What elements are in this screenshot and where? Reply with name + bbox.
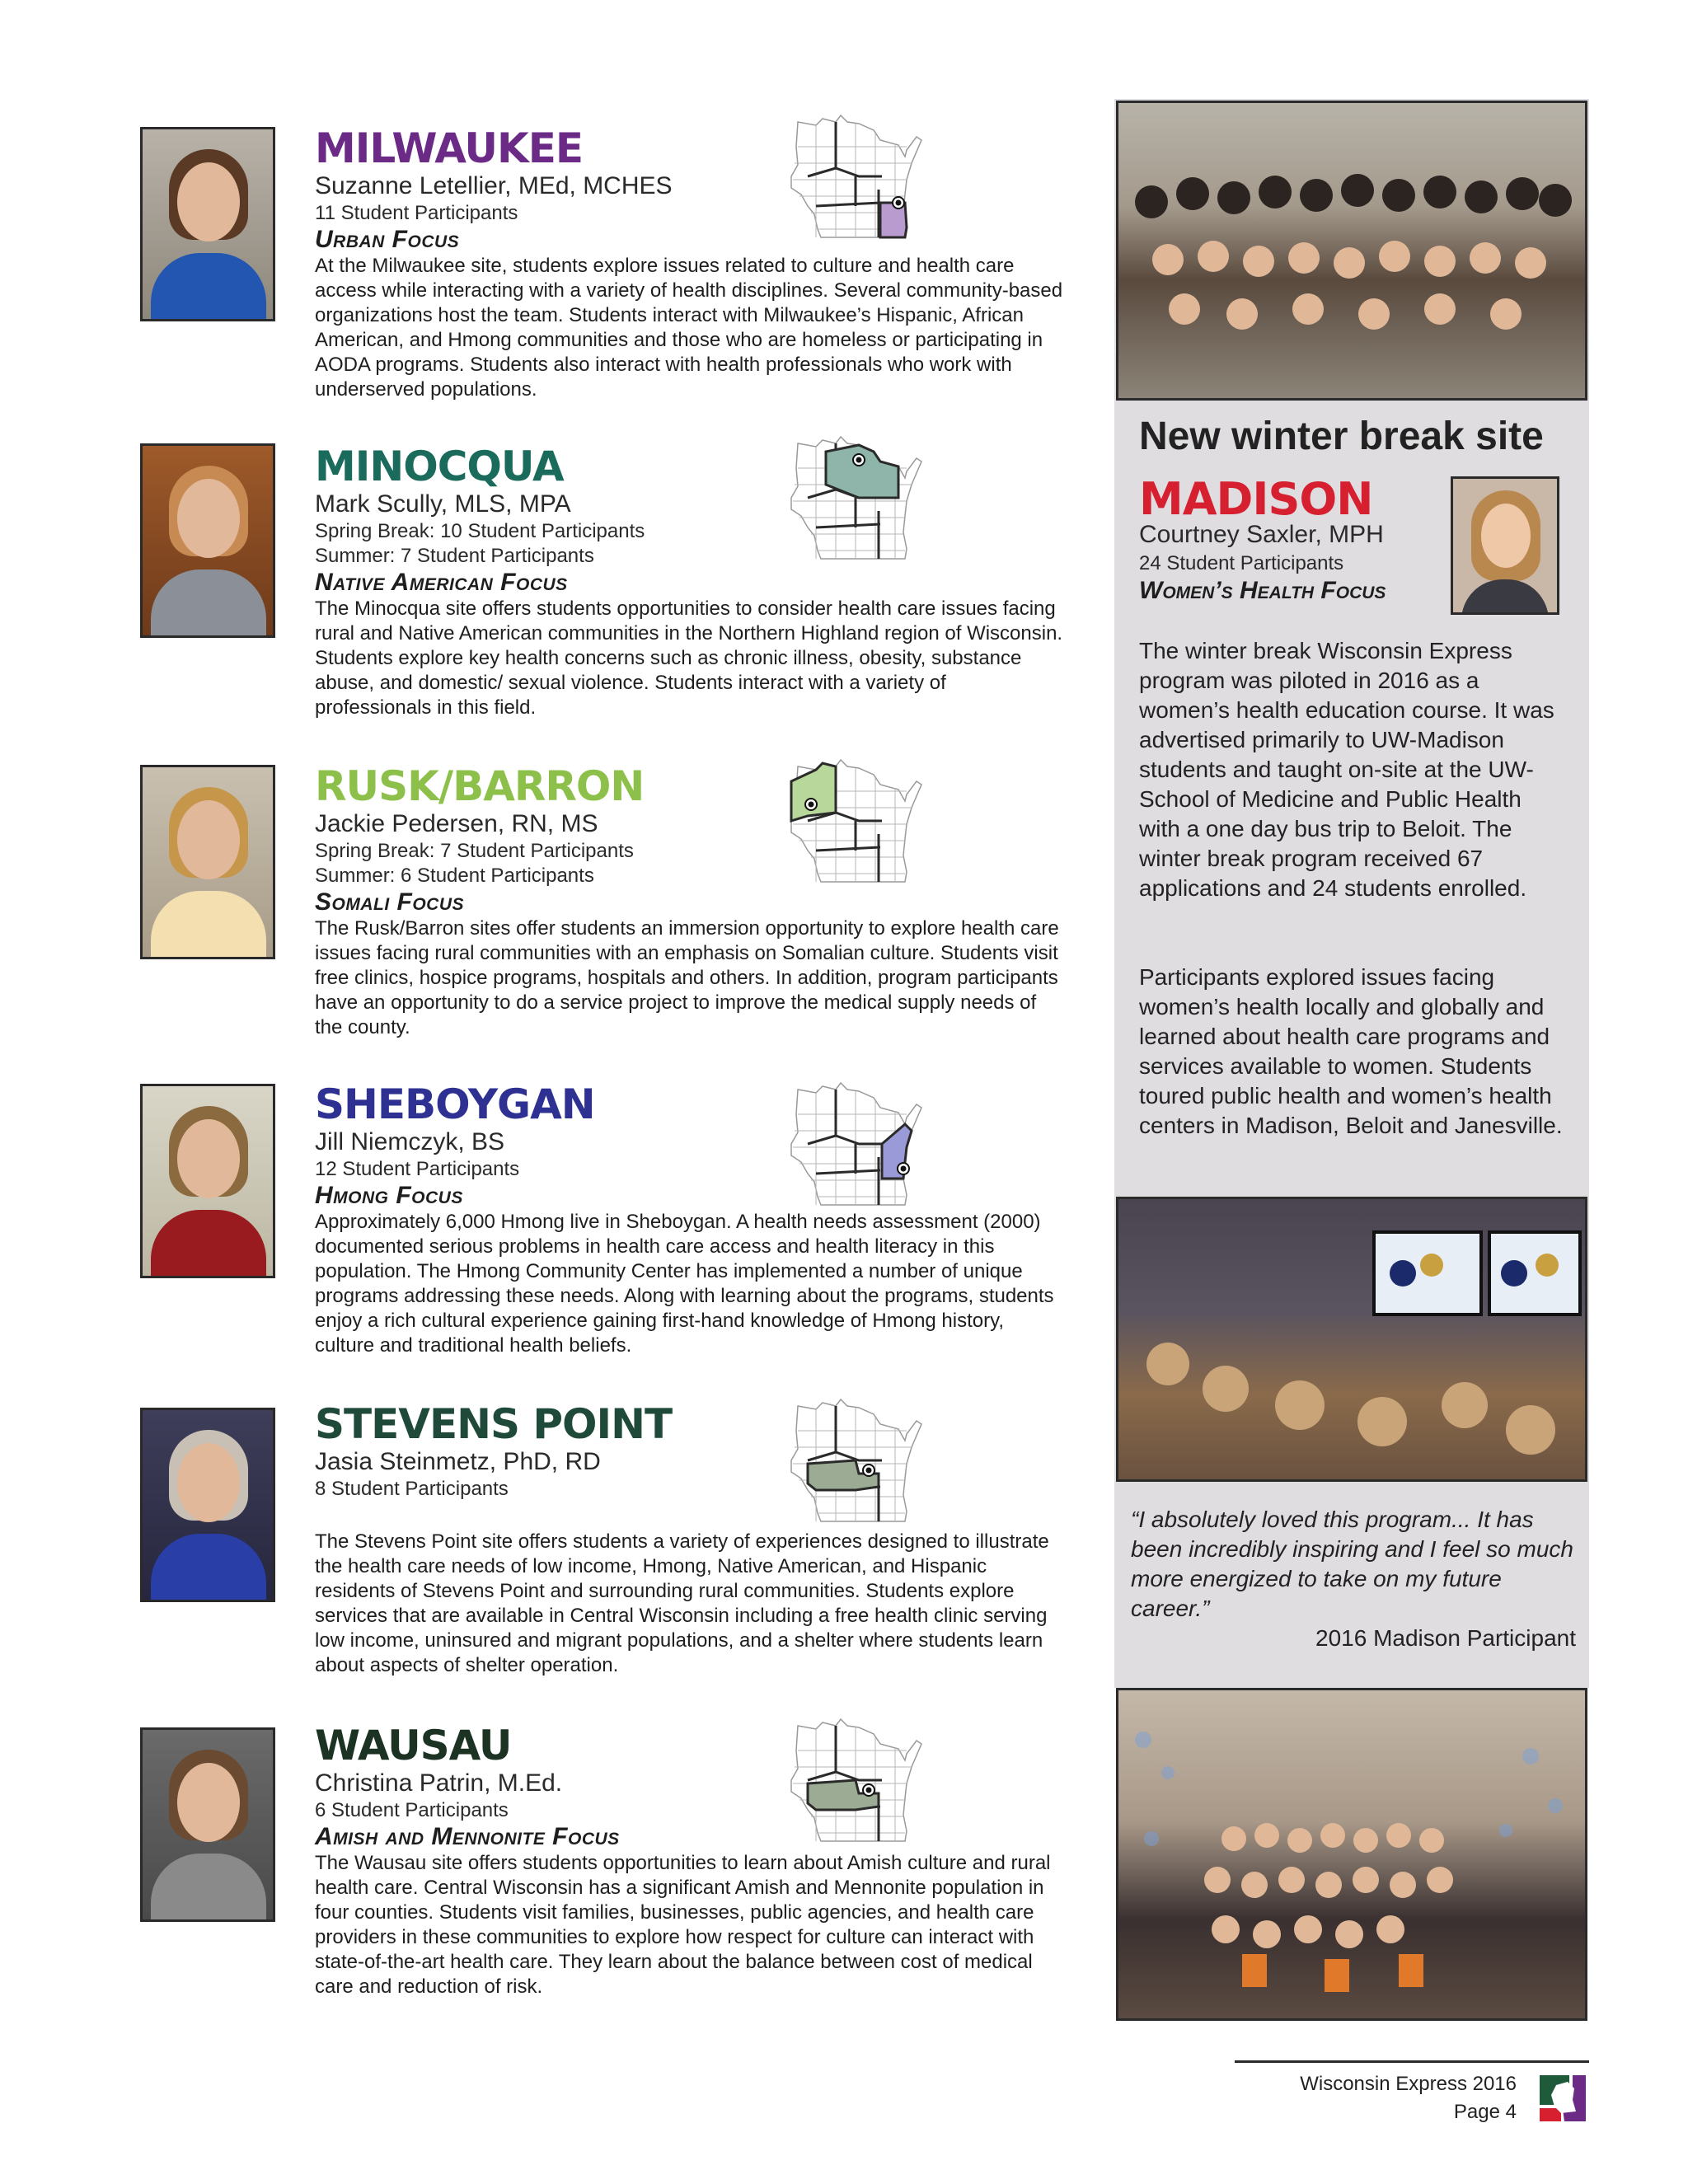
footer-publication: Wisconsin Express 2016 — [1300, 2073, 1517, 2095]
site-leader: Mark Scully, MLS, MPA — [315, 490, 571, 518]
site-description: The Minocqua site offers students opportunities to consider health care issues facing rural and Native American communities in the Northern Highland region of Wisconsin. Students explore key health concerns such as chronic illness, obesity, substance abuse, and domestic/ sexual violence. Students interact with a variety of professionals in this field. — [315, 598, 1063, 719]
site-focus: Hmong Focus — [315, 1182, 463, 1209]
site-participants-summer: Summer: 7 Student Participants — [315, 545, 594, 567]
wisconsin-outline — [783, 1381, 931, 1530]
footer-rule — [1235, 2060, 1589, 2063]
sidebar-focus: Women’s Health Focus — [1139, 577, 1386, 604]
wisconsin-map-icon — [783, 742, 931, 890]
region-highlight — [826, 445, 898, 498]
classroom-photo — [1116, 1197, 1587, 1482]
group-photo-top — [1116, 101, 1587, 401]
wisconsin-outline — [783, 97, 931, 246]
site-participants: Spring Break: 7 Student Participants — [315, 840, 634, 862]
wisconsin-outline — [783, 419, 931, 567]
site-participants: 12 Student Participants — [315, 1158, 520, 1180]
leader-photo — [140, 443, 275, 638]
wisconsin-outline — [783, 742, 931, 890]
site-participants-summer: Summer: 6 Student Participants — [315, 865, 594, 887]
site-focus: Somali Focus — [315, 888, 464, 916]
site-leader: Suzanne Letellier, MEd, MCHES — [315, 172, 673, 199]
sidebar-leader: Courtney Saxler, MPH — [1139, 521, 1384, 548]
site-description: Approximately 6,000 Hmong live in Sheboygan. A health needs assessment (2000) documented serious problems in health care access and health literacy in this population. The Hmong Community Center has implemented a number of unique programs addressing these needs. Along with learning about the programs, students enjoy a rich cultural experience gaining first-hand knowledge of Hmong history, culture and traditional health beliefs. — [315, 1211, 1054, 1357]
region-highlight — [880, 203, 907, 237]
wisconsin-express-logo-icon — [1536, 2072, 1589, 2125]
wisconsin-outline — [783, 1701, 931, 1849]
leader-photo — [140, 1727, 275, 1922]
site-participants: 6 Student Participants — [315, 1799, 509, 1821]
site-description: The Stevens Point site offers students a variety of experiences designed to illustrate the health care needs of low income, Hmong, Native American, and Hispanic residents of Stevens Point and surrounding rural communities. Students explore services that are available in Central Wisconsin including a free health clinic serving low income, uninsured and migrant populations, and a shelter where students learn about aspects of shelter operation. — [315, 1530, 1049, 1676]
wisconsin-map-icon — [783, 419, 931, 567]
site-city: MINOCQUA — [315, 443, 564, 490]
sidebar-city: MADISON — [1139, 473, 1373, 525]
site-city: RUSK/BARRON — [315, 762, 645, 810]
site-leader: Jasia Steinmetz, PhD, RD — [315, 1448, 601, 1475]
site-city: SHEBOYGAN — [315, 1080, 595, 1128]
site-description: The Wausau site offers students opportunities to learn about Amish culture and rural health care. Central Wisconsin has a significant Amish and Mennonite population in four counties. Students visit families, businesses, public agencies, and health care providers in these communities to explore how respect for culture can interact with state-of-the-art health care. They learn about the balance between cost of medical care and reduction of risk. — [315, 1852, 1051, 1998]
site-focus: Urban Focus — [315, 226, 460, 253]
leader-photo — [140, 765, 275, 959]
sidebar-paragraph-2: Participants explored issues facing women’s health locally and globally and learned about health care programs and services available to women. Students toured public health and women’s health centers in Madison, Beloit and Janesville. — [1139, 964, 1563, 1138]
page-footer — [1235, 2060, 1589, 2123]
sidebar-participants: 24 Student Participants — [1139, 552, 1344, 574]
site-description: The Rusk/Barron sites offer students an immersion opportunity to explore health care issues facing rural communities with an emphasis on Somalian culture. Students visit free clinics, hospice programs, hospitals and others. In addition, program participants have an opportunity to do a service project to improve the medical supply needs of the county. — [315, 917, 1059, 1038]
wisconsin-map-icon — [783, 1065, 931, 1213]
sidebar-quote: “I absolutely loved this program... It has been incredibly inspiring and I feel so much more energized to take on my future career.” — [1131, 1507, 1573, 1621]
leader-photo — [140, 1408, 275, 1602]
site-leader: Jackie Pedersen, RN, MS — [315, 810, 598, 837]
wisconsin-map-icon — [783, 97, 931, 246]
sidebar-quote-source: 2016 Madison Participant — [1315, 1625, 1576, 1651]
sidebar-leader-photo — [1451, 476, 1559, 615]
footer-page-number: Page 4 — [1453, 2101, 1517, 2123]
site-participants: Spring Break: 10 Student Participants — [315, 520, 645, 542]
leader-photo — [140, 127, 275, 321]
site-focus: Amish and Mennonite Focus — [315, 1823, 620, 1850]
sidebar-title: New winter break site — [1139, 415, 1544, 458]
wisconsin-map-icon — [783, 1701, 931, 1849]
sidebar-paragraph-1: The winter break Wisconsin Express program was piloted in 2016 as a women’s health education course. It was advertised primarily to UW-Madison students and taught on-site at the UW-School of Medicine and Public Health with a one day bus trip to Beloit. The winter break program received 67 applications and 24 students enrolled. — [1139, 638, 1554, 901]
site-participants: 8 Student Participants — [315, 1478, 509, 1500]
site-city: WAUSAU — [315, 1722, 512, 1769]
site-leader: Jill Niemczyk, BS — [315, 1128, 505, 1155]
leader-photo — [140, 1084, 275, 1278]
site-city: MILWAUKEE — [315, 124, 584, 172]
site-description: At the Milwaukee site, students explore issues related to culture and health care access while interacting with a variety of health disciplines. Several community-based organizations host the team. Students interact with Milwaukee’s Hispanic, African American, and Hmong communities and those who are homeless or participating in AODA programs. Students also interact with health professionals who work with underserved populations. — [315, 255, 1063, 401]
site-focus: Native American Focus — [315, 569, 568, 596]
wisconsin-map-icon — [783, 1381, 931, 1530]
group-photo-bottom — [1116, 1688, 1587, 2021]
site-leader: Christina Patrin, M.Ed. — [315, 1769, 563, 1797]
site-participants: 11 Student Participants — [315, 202, 518, 224]
wisconsin-outline — [783, 1065, 931, 1213]
site-city: STEVENS POINT — [315, 1400, 673, 1448]
